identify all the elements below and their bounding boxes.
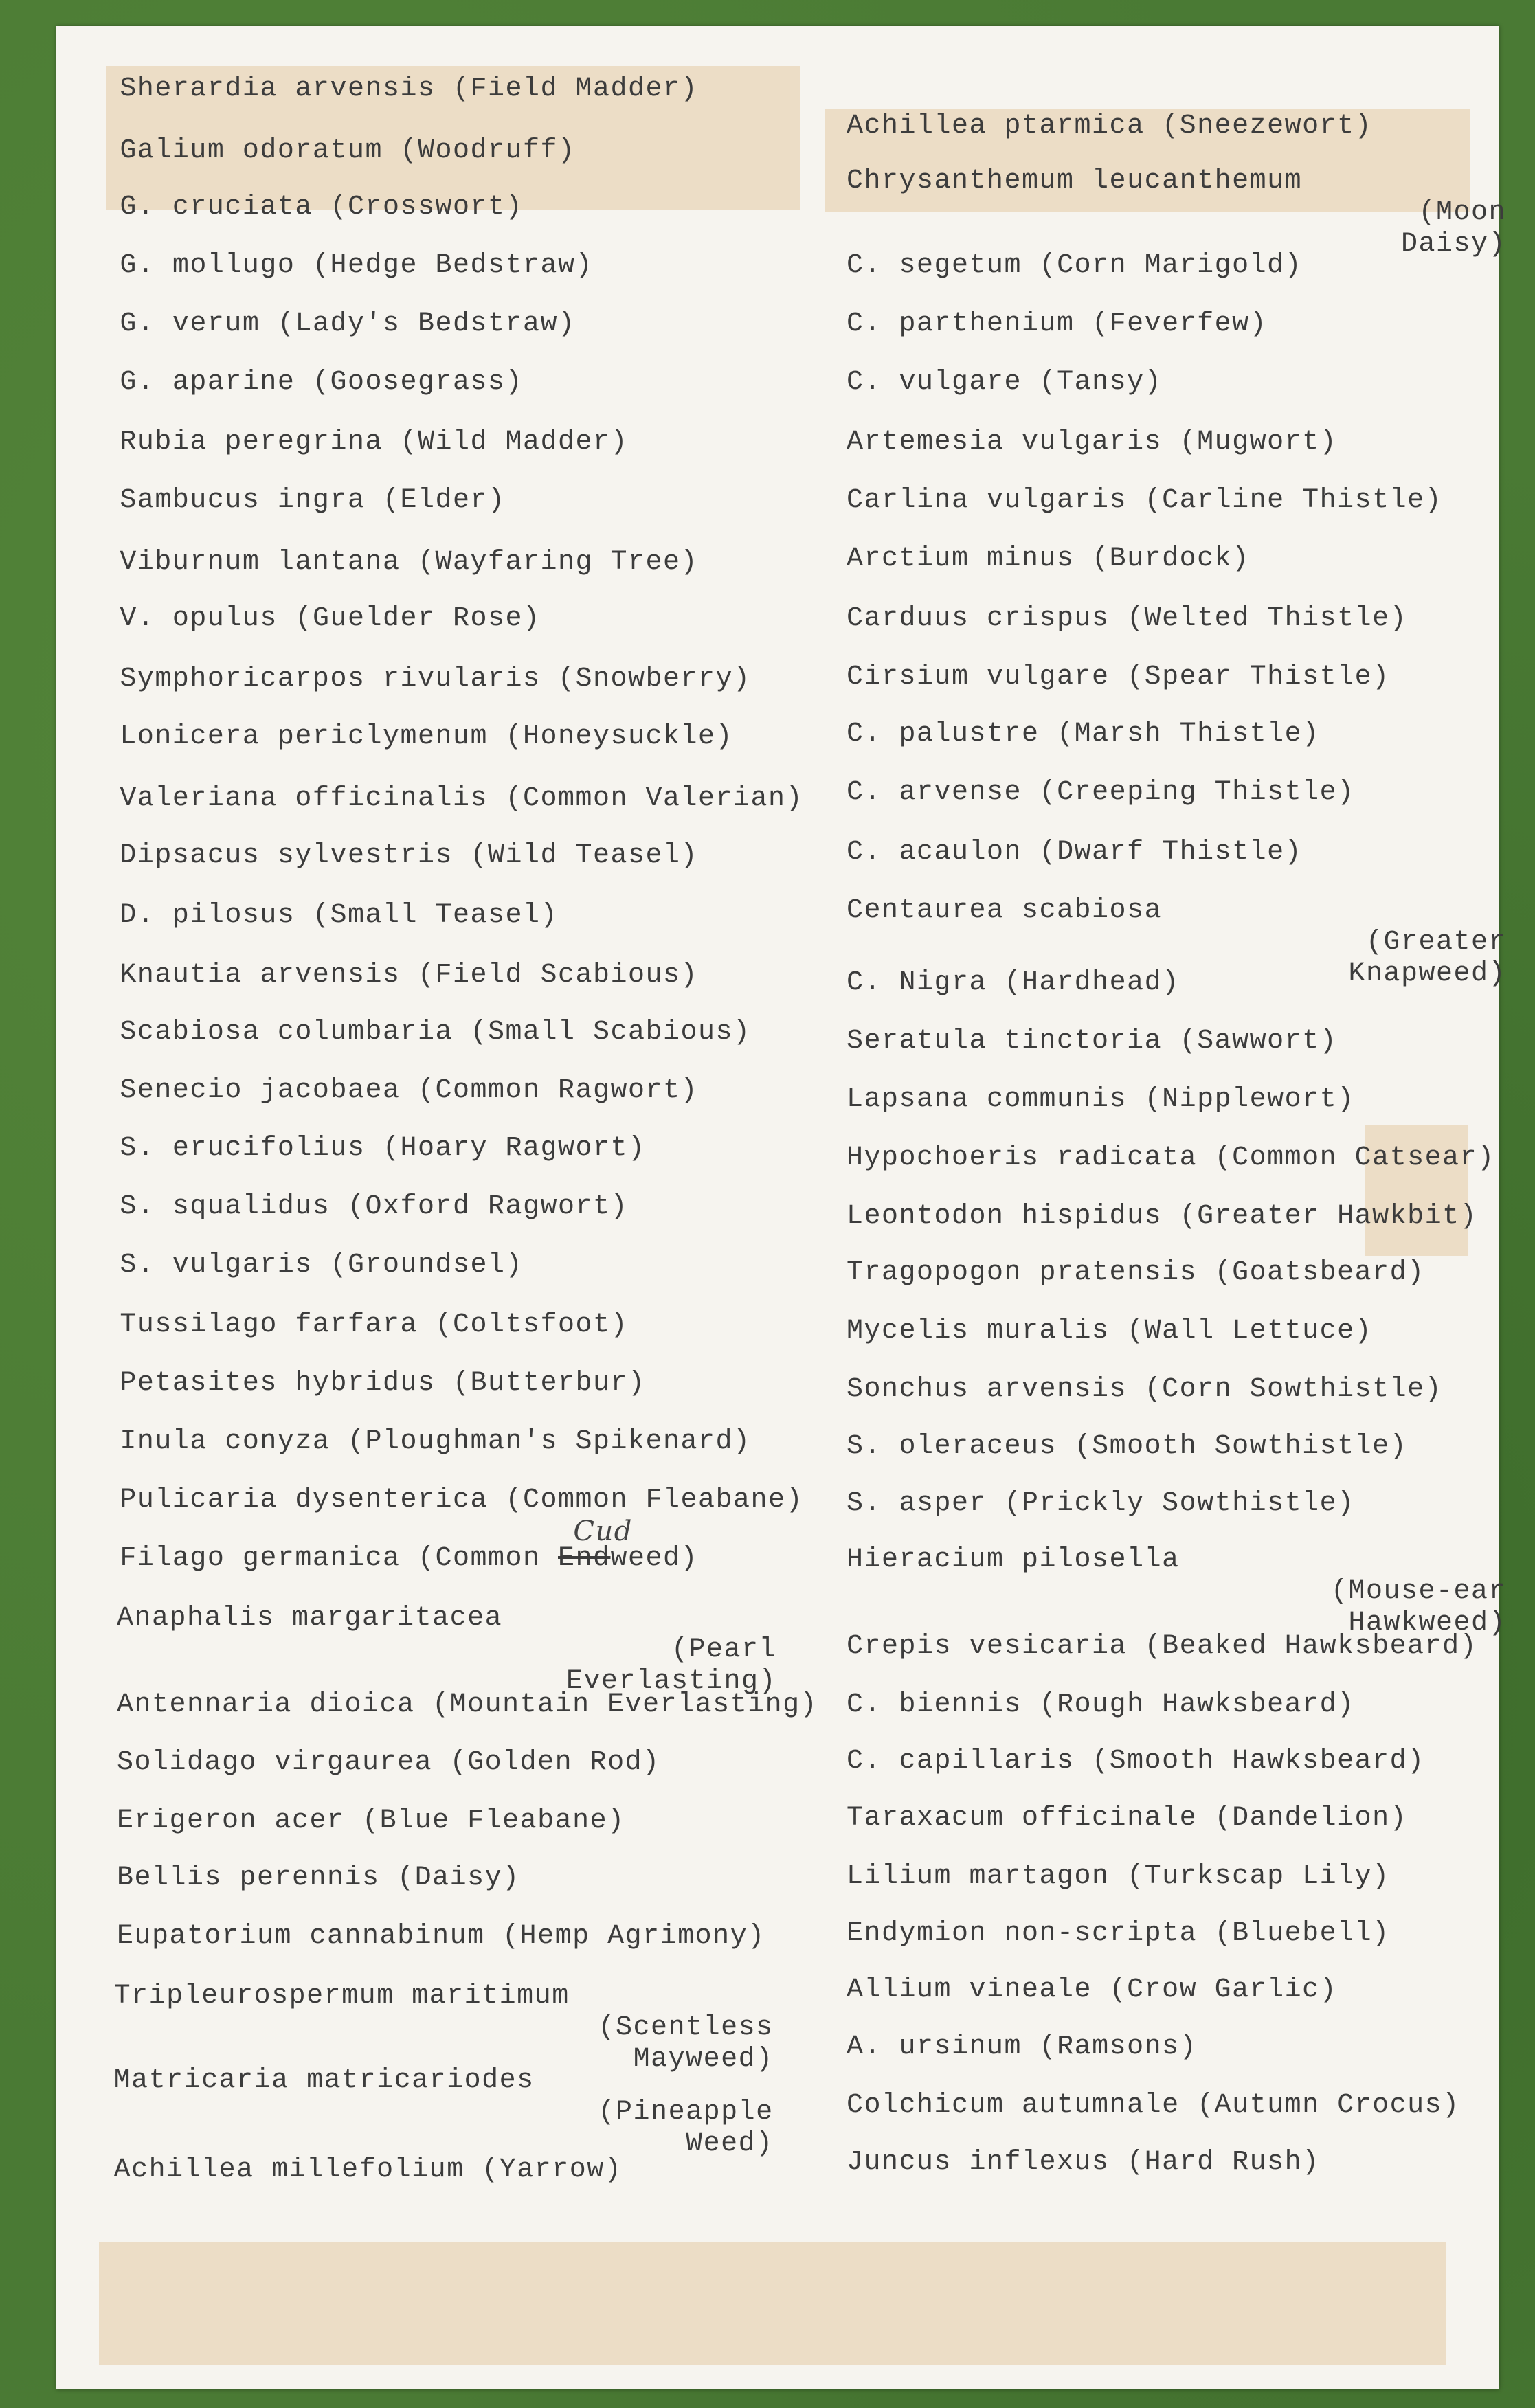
common-name: (Guelder Rose) — [295, 603, 541, 635]
latin-name: Mycelis muralis — [847, 1316, 1110, 1347]
common-name: (Pineapple — [598, 2097, 774, 2128]
common-name: (Field Scabious) — [417, 959, 699, 991]
plant-entry — [120, 1191, 628, 1223]
plant-entry — [120, 1075, 698, 1107]
common-name: (Hard Rush) — [1127, 2146, 1320, 2178]
plant-entry — [847, 837, 1302, 868]
latin-name: Symphoricarpos rivularis — [120, 663, 541, 695]
common-name: (Pearl — [671, 1634, 776, 1666]
latin-name: Erigeron acer — [117, 1805, 345, 1837]
plant-entry — [120, 783, 803, 815]
latin-name: C. vulgare — [847, 367, 1022, 398]
common-name: (Ramsons) — [1039, 2031, 1198, 2062]
plant-entry — [120, 721, 733, 753]
common-name: (Common Catsear) — [1214, 1142, 1495, 1173]
common-name: (Smooth Hawksbeard) — [1092, 1746, 1425, 1777]
latin-name: Inula conyza — [120, 1426, 330, 1458]
common-name: (Daisy) — [397, 1863, 520, 1894]
plant-entry — [120, 547, 698, 578]
latin-name: Senecio jacobaea — [120, 1074, 401, 1106]
latin-name: Carduus crispus — [847, 603, 1110, 635]
struck-out-text: End — [558, 1543, 611, 1575]
common-name: (Goosegrass) — [312, 367, 523, 398]
latin-name: Sonchus arvensis — [847, 1374, 1128, 1406]
latin-name: Anaphalis margaritacea — [117, 1603, 503, 1634]
latin-name: A. ursinum — [847, 2031, 1022, 2062]
common-name: (Burdock) — [1092, 543, 1250, 575]
plant-entry — [120, 427, 628, 458]
plant-entry — [120, 960, 698, 991]
plant-entry — [120, 1485, 803, 1516]
latin-name: Antennaria dioica — [117, 1689, 415, 1720]
latin-name: C. arvense — [847, 776, 1022, 808]
plant-entry — [847, 1689, 1355, 1721]
plant-entry — [120, 1309, 628, 1341]
latin-name: Seratula tinctoria — [847, 1025, 1163, 1057]
latin-name: Tripleurospermum maritimum — [113, 1981, 570, 2012]
latin-name: G. verum — [120, 308, 260, 340]
plant-entry — [120, 192, 523, 223]
common-name: (Goatsbeard) — [1214, 1257, 1425, 1289]
common-name: (Lady's Bedstraw) — [277, 308, 576, 340]
common-name-prefix: (Common — [417, 1543, 558, 1575]
plant-entry — [847, 1861, 1390, 1893]
latin-name: S. asper — [847, 1487, 987, 1519]
plant-entry — [117, 1921, 765, 1953]
plant-entry — [117, 1603, 776, 1698]
common-name: (Wayfaring Tree) — [417, 546, 699, 578]
common-name: (Sneezewort) — [1162, 110, 1373, 142]
common-name: (Honeysuckle) — [505, 721, 734, 753]
common-name: (Common Fleabane) — [505, 1485, 804, 1516]
common-name: (Dwarf Thistle) — [1039, 837, 1303, 868]
latin-name: Centaurea scabiosa — [847, 895, 1163, 926]
common-name: (Feverfew) — [1092, 308, 1268, 340]
common-name: (Snowberry) — [558, 663, 751, 695]
common-name: (Mouse-ear — [1330, 1576, 1506, 1608]
common-name: (Creeping Thistle) — [1039, 776, 1355, 808]
latin-name: Valeriana officinalis — [120, 783, 488, 814]
common-name: (Groundsel) — [330, 1250, 523, 1281]
latin-name: Knautia arvensis — [120, 959, 401, 991]
common-name: (Golden Rod) — [449, 1747, 660, 1779]
common-name: (Mountain Everlasting) — [432, 1689, 818, 1720]
plant-entry — [120, 74, 698, 105]
plant-entry — [847, 1544, 1506, 1639]
plant-entry — [120, 1250, 523, 1281]
latin-name: Chrysanthemum leucanthemum — [847, 166, 1303, 197]
common-name: (Field Madder) — [452, 74, 699, 105]
common-name: (Wild Teasel) — [470, 840, 699, 871]
latin-name: Petasites hybridus — [120, 1368, 436, 1399]
common-name: (Welted Thistle) — [1127, 603, 1408, 635]
plant-entry — [847, 967, 1180, 999]
common-name: (Crow Garlic) — [1109, 1974, 1338, 2006]
plant-entry — [120, 900, 558, 932]
common-name: (Corn Marigold) — [1039, 250, 1303, 282]
plant-entry — [117, 1863, 520, 1894]
plant-entry — [120, 250, 593, 282]
plant-entry — [847, 777, 1355, 809]
latin-name: Carlina vulgaris — [847, 485, 1128, 517]
latin-name: G. mollugo — [120, 250, 295, 282]
plant-entry — [847, 1974, 1337, 2006]
latin-name: Sherardia arvensis — [120, 74, 436, 105]
latin-name: Tussilago farfara — [120, 1309, 418, 1341]
latin-name: Bellis perennis — [117, 1863, 380, 1894]
plant-entry — [847, 2090, 1460, 2122]
plant-entry — [847, 2032, 1197, 2063]
latin-name: Leontodon hispidus — [847, 1200, 1163, 1232]
latin-name: Filago germanica — [120, 1543, 401, 1575]
plant-entry — [847, 1316, 1372, 1347]
common-name: (Hoary Ragwort) — [382, 1133, 646, 1164]
plant-entry — [120, 1017, 750, 1048]
latin-name: C. Nigra — [847, 967, 987, 999]
latin-name: C. acaulon — [847, 837, 1022, 868]
latin-name: C. palustre — [847, 718, 1040, 750]
latin-name: Rubia peregrina — [120, 427, 383, 458]
latin-name: C. segetum — [847, 250, 1022, 282]
latin-name: D. pilosus — [120, 899, 295, 931]
plant-entry — [120, 603, 540, 635]
common-name-continued: Everlasting) — [565, 1666, 776, 1698]
latin-name: C. biennis — [847, 1689, 1022, 1720]
plant-entry — [847, 308, 1267, 340]
plant-entry — [120, 1426, 750, 1458]
plant-entry — [114, 1981, 774, 2075]
plant-entry — [847, 1374, 1442, 1406]
plant-entry — [114, 2154, 623, 2186]
common-name: (Spear Thistle) — [1127, 662, 1390, 693]
plant-entry — [120, 308, 575, 340]
common-name: (Dandelion) — [1214, 1802, 1408, 1834]
latin-name: Taraxacum officinale — [847, 1802, 1198, 1834]
common-name: (Hardhead) — [1004, 967, 1180, 999]
common-name: (Tansy) — [1039, 367, 1163, 398]
latin-name: Sambucus ingra — [120, 485, 366, 517]
common-name: (Hedge Bedstraw) — [312, 250, 594, 282]
latin-name: G. cruciata — [120, 192, 313, 223]
latin-name: G. aparine — [120, 367, 295, 398]
common-name: (Bluebell) — [1214, 1917, 1390, 1949]
common-name: (Turkscap Lily) — [1127, 1860, 1390, 1892]
common-name: (Crosswort) — [330, 192, 523, 223]
common-name: (Autumn Crocus) — [1197, 2089, 1460, 2121]
plant-entry — [117, 1805, 625, 1837]
handwritten-correction: Cud — [573, 1516, 633, 1548]
latin-name: Crepis vesicaria — [847, 1630, 1128, 1662]
plant-entry — [847, 111, 1372, 142]
common-name-continued: Mayweed) — [633, 2044, 774, 2075]
common-name: (Elder) — [382, 485, 506, 517]
latin-name: Eupatorium cannabinum — [117, 1920, 485, 1952]
plant-entry — [847, 1143, 1495, 1174]
plant-entry — [120, 135, 575, 167]
plant-entry — [120, 1133, 645, 1164]
plant-entry — [847, 427, 1337, 458]
common-name: (Rough Hawksbeard) — [1039, 1689, 1355, 1720]
plant-entry — [847, 1488, 1355, 1520]
common-name: (Greater — [1365, 927, 1506, 958]
latin-name: Scabiosa columbaria — [120, 1016, 453, 1048]
latin-name: Pulicaria dysenterica — [120, 1485, 488, 1516]
common-name: (Wild Madder) — [400, 427, 629, 458]
common-name-continued: Knapweed) — [1348, 958, 1506, 989]
plant-entry — [847, 485, 1442, 517]
plant-entry — [847, 662, 1390, 693]
latin-name: Lapsana communis — [847, 1083, 1128, 1115]
latin-name: S. squalidus — [120, 1191, 330, 1223]
tape-strip-bottom — [99, 2242, 1446, 2365]
plant-entry — [847, 166, 1506, 260]
plant-entry — [847, 1803, 1407, 1834]
plant-entry — [847, 1431, 1407, 1463]
plant-entry — [120, 840, 698, 872]
latin-name: Colchicum autumnale — [847, 2089, 1180, 2121]
common-name — [418, 1543, 698, 1574]
latin-name: Lilium martagon — [847, 1860, 1110, 1892]
common-name: (Moon — [1418, 197, 1506, 229]
common-name: (Nipplewort) — [1144, 1083, 1355, 1115]
latin-name: Matricaria matricariodes — [113, 2065, 535, 2097]
common-name-continued: Hawkweed) — [1348, 1608, 1506, 1639]
plant-entry — [847, 1084, 1355, 1116]
common-name: (Beaked Hawksbeard) — [1144, 1630, 1478, 1662]
latin-name: S. vulgaris — [120, 1250, 313, 1281]
common-name: (Oxford Ragwort) — [347, 1191, 629, 1223]
latin-name: Dipsacus sylvestris — [120, 840, 453, 871]
plant-entry — [120, 367, 523, 398]
latin-name: C. capillaris — [847, 1746, 1075, 1777]
common-name: (Common Valerian) — [505, 783, 804, 814]
plant-entry — [120, 1368, 645, 1399]
common-name: (Yarrow) — [482, 2154, 623, 2185]
common-name: (Blue Fleabane) — [362, 1805, 625, 1837]
plant-entry — [120, 485, 505, 517]
plant-entry — [847, 1201, 1477, 1233]
latin-name: Cirsium vulgare — [847, 662, 1110, 693]
latin-name: Galium odoratum — [120, 135, 383, 166]
common-name: (Small Teasel) — [312, 899, 559, 931]
latin-name: Allium vineale — [847, 1974, 1093, 2006]
plant-entry — [847, 1631, 1477, 1663]
latin-name: Artemesia vulgaris — [847, 427, 1163, 458]
plant-entry — [117, 1689, 818, 1721]
latin-name: Achillea ptarmica — [847, 110, 1145, 142]
latin-name: C. parthenium — [847, 308, 1075, 340]
latin-name: Endymion non-scripta — [847, 1917, 1198, 1949]
common-name: (Carline Thistle) — [1144, 485, 1443, 517]
latin-name: Solidago virgaurea — [117, 1747, 433, 1779]
latin-name: Hypochoeris radicata — [847, 1142, 1198, 1173]
latin-name: S. erucifolius — [120, 1133, 366, 1164]
plant-entry — [120, 1516, 699, 1575]
plant-entry — [847, 543, 1250, 575]
common-name: (Smooth Sowthistle) — [1074, 1431, 1408, 1463]
latin-name: V. opulus — [120, 603, 278, 635]
latin-name: S. oleraceus — [847, 1431, 1057, 1463]
plant-entry — [847, 1257, 1425, 1289]
latin-name: Hieracium pilosella — [847, 1544, 1180, 1576]
latin-name: Achillea millefolium — [113, 2154, 464, 2185]
common-name: (Corn Sowthistle) — [1144, 1374, 1443, 1406]
common-name-continued: Daisy) — [1400, 229, 1506, 260]
latin-name: Lonicera periclymenum — [120, 721, 488, 753]
common-name-continued: Weed) — [686, 2128, 774, 2160]
plant-entry — [114, 2065, 774, 2160]
plant-entry — [120, 664, 750, 695]
common-name: (Butterbur) — [452, 1368, 646, 1399]
common-name: (Marsh Thistle) — [1057, 718, 1320, 750]
typed-sheet — [56, 26, 1506, 2389]
common-name: (Hemp Agrimony) — [502, 1920, 765, 1952]
common-name: (Prickly Sowthistle) — [1004, 1487, 1355, 1519]
common-name: (Mugwort) — [1179, 427, 1338, 458]
latin-name: Tragopogon pratensis — [847, 1257, 1198, 1289]
plant-entry — [847, 1746, 1425, 1777]
plant-entry — [117, 1747, 660, 1779]
plant-entry — [847, 603, 1407, 635]
plant-entry — [847, 250, 1302, 282]
common-name: (Ploughman's Spikenard) — [347, 1426, 751, 1458]
common-name: (Greater Hawkbit) — [1179, 1200, 1478, 1232]
common-name: (Wall Lettuce) — [1127, 1316, 1373, 1347]
common-name: (Small Scabious) — [470, 1016, 751, 1048]
common-name-suffix: weed) — [610, 1543, 699, 1575]
plant-entry — [847, 367, 1162, 398]
common-name: (Common Ragwort) — [417, 1074, 699, 1106]
latin-name: Viburnum lantana — [120, 546, 401, 578]
common-name: (Coltsfoot) — [435, 1309, 629, 1341]
common-name: (Scentless — [598, 2012, 774, 2044]
plant-entry — [847, 2147, 1320, 2179]
common-name: (Woodruff) — [400, 135, 576, 166]
latin-name: Arctium minus — [847, 543, 1075, 575]
plant-entry — [847, 1918, 1390, 1950]
latin-name: Juncus inflexus — [847, 2146, 1110, 2178]
plant-entry — [847, 1026, 1337, 1057]
plant-entry — [847, 719, 1320, 750]
common-name: (Sawwort) — [1179, 1025, 1338, 1057]
